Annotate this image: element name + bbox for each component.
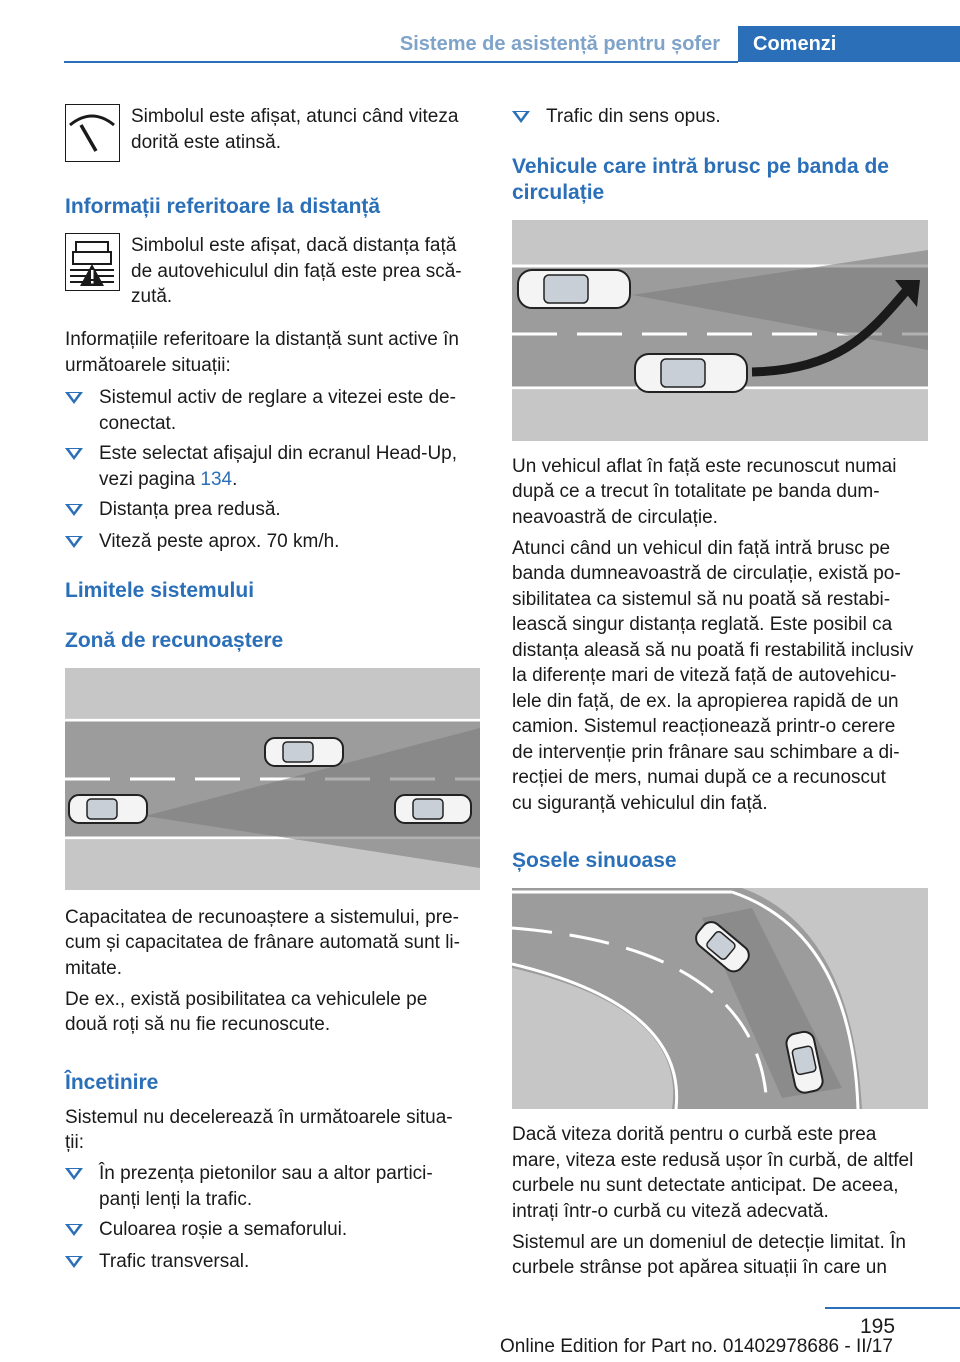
cut-in-para2-line11: cu siguranță vehiculul din față. — [512, 793, 768, 814]
example-line2: două roți să nu fie recunoscute. — [65, 1014, 331, 1035]
list-item: Este selectat afișajul din ecranul Head-Up, vezi pagina 134. — [65, 441, 485, 493]
icon2-text-line2: de autovehiculul din față este prea scă- — [131, 261, 462, 282]
car-icon — [69, 795, 147, 823]
header-rule — [64, 61, 738, 63]
list-item: Trafic transversal. — [65, 1249, 485, 1275]
heading-cut-in-line1: Vehicule care intră brusc pe banda de — [512, 155, 889, 178]
bullet-triangle-icon — [65, 1224, 83, 1236]
active-para-line1: Informațiile referitoare la distanță sunt active în — [65, 329, 459, 350]
capacity-line1: Capacitatea de recunoaștere a sistemului, pre- — [65, 907, 459, 928]
distance-warning-icon — [65, 233, 120, 291]
cut-in-para2-line3: sibilitatea ca sistemul să nu poată să restabi- — [512, 589, 891, 610]
icon1-text-line2: dorită este atinsă. — [131, 132, 281, 153]
car-icon — [395, 795, 471, 823]
cut-in-para2-line8: camion. Sistemul reacționează printr-o cerere — [512, 716, 896, 737]
bullet-triangle-icon — [65, 536, 83, 548]
cut-in-para2-line4: lească singur distanța reglată. Este posibil ca — [512, 614, 893, 635]
list-item: Trafic din sens opus. — [512, 104, 932, 130]
curves-para1-line2: mare, viteza este redusă ușor în curbă, de altfel — [512, 1150, 914, 1171]
icon2-text-line3: zută. — [131, 286, 173, 307]
cut-in-para2-line1: Atunci când un vehicul din față intră brusc pe — [512, 538, 891, 559]
curves-para2-line2: curbele strânse pot apărea situații în care un — [512, 1257, 887, 1278]
curves-para1-line1: Dacă viteza dorită pentru o curbă este prea — [512, 1124, 877, 1145]
slowdown-line1: Sistemul nu decelerează în următoarele situa- — [65, 1107, 453, 1128]
bullet-triangle-icon — [65, 1168, 83, 1180]
list-item: Distanța prea redusă. — [65, 497, 485, 523]
heading-system-limits: Limitele sistemului — [65, 579, 255, 602]
heading-winding-roads: Șosele sinuoase — [512, 849, 677, 872]
page-link-134[interactable]: 134 — [200, 468, 233, 490]
running-header-section: Sisteme de asistență pentru șofer — [399, 33, 720, 55]
slowdown-line2: ții: — [65, 1132, 84, 1153]
footer-rule — [825, 1307, 960, 1309]
car-icon — [518, 270, 630, 308]
curves-para2-line1: Sistemul are un domeniul de detecție limitat. În — [512, 1232, 906, 1253]
detection-zone-illustration — [65, 668, 480, 890]
bullet-triangle-icon — [512, 111, 530, 123]
heading-distance-info: Informații referitoare la distanță — [65, 195, 381, 218]
cut-in-para2-line6: la diferențe mari de viteză față de autovehicu- — [512, 665, 897, 686]
capacity-line2: cum și capacitatea de frânare automată sunt li- — [65, 932, 460, 953]
heading-slowdown: Încetinire — [65, 1071, 159, 1094]
curves-para1-line4: intrați într-o curbă cu viteză adecvată. — [512, 1201, 829, 1222]
car-icon — [635, 354, 747, 392]
active-para-line2: următoarele situații: — [65, 355, 231, 376]
car-icon — [265, 738, 343, 766]
winding-road-illustration — [512, 888, 928, 1109]
list-item: Culoarea roșie a semaforului. — [65, 1217, 485, 1243]
bullet-triangle-icon — [65, 448, 83, 460]
cut-in-para2-line10: recției de mers, numai după ce a recunoscut — [512, 767, 886, 788]
edition-note: Online Edition for Part no. 01402978686 - II/17 — [500, 1336, 893, 1357]
cut-in-para2-line5: distanța aleasă să nu poată fi restabilită inclusiv — [512, 640, 914, 661]
cut-in-para1-line2: după ce a trecut în totalitate pe banda dum- — [512, 481, 880, 502]
icon1-text-line1: Simbolul este afișat, atunci când viteza — [131, 106, 459, 127]
curves-para1-line3: curbele nu sunt detectate anticipat. De aceea, — [512, 1175, 899, 1196]
speedometer-icon — [65, 104, 120, 162]
example-line1: De ex., există posibilitatea ca vehiculele pe — [65, 989, 428, 1010]
cut-in-para1-line3: neavoastră de circulație. — [512, 507, 718, 528]
cut-in-para1-line1: Un vehicul aflat în față este recunoscut numai — [512, 456, 897, 477]
bullet-triangle-icon — [65, 1256, 83, 1268]
cut-in-para2-line9: de intervenție prin frânare sau schimbare a di- — [512, 742, 900, 763]
cut-in-illustration — [512, 220, 928, 441]
bullet-triangle-icon — [65, 504, 83, 516]
heading-cut-in-line2: circulație — [512, 181, 605, 204]
cut-in-para2-line2: banda dumneavoastră de circulație, există po- — [512, 563, 901, 584]
bullet-triangle-icon — [65, 392, 83, 404]
list-item: Sistemul activ de reglare a vitezei este de- conectat. — [65, 385, 485, 437]
cut-in-para2-line7: lele din față, de ex. la apropierea rapidă de un — [512, 691, 899, 712]
tab-comenzi: Comenzi — [738, 26, 960, 62]
capacity-line3: mitate. — [65, 958, 123, 979]
page-number: 195 — [860, 1315, 896, 1338]
heading-detection-zone: Zonă de recunoaștere — [65, 629, 284, 652]
list-item: În prezența pietonilor sau a altor partici- panți lenți la trafic. — [65, 1161, 485, 1213]
icon2-text-line1: Simbolul este afișat, dacă distanța față — [131, 235, 457, 256]
list-item: Viteză peste aprox. 70 km/h. — [65, 529, 485, 555]
